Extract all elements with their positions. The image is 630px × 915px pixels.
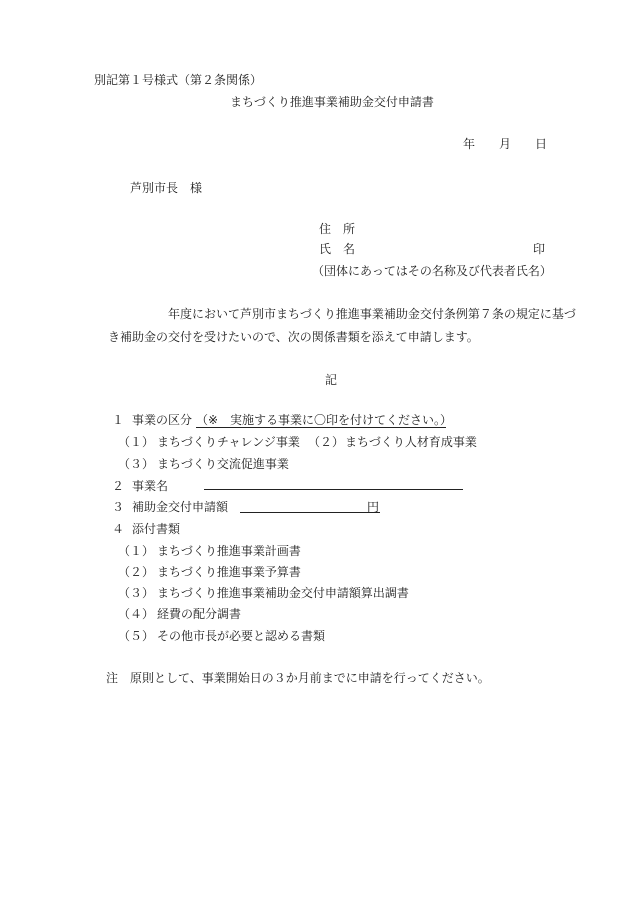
- name-label: 氏 名: [319, 242, 356, 256]
- item-4-number: ４: [112, 522, 125, 536]
- item-2-label: 事業名: [132, 479, 169, 493]
- item-2-number: ２: [112, 479, 125, 493]
- attachment-5-number: （５）: [118, 629, 155, 643]
- category-2-label: まちづくり人材育成事業: [345, 435, 477, 449]
- attachment-2-label: まちづくり推進事業予算書: [157, 565, 301, 579]
- category-1-number: （１）: [118, 435, 155, 449]
- amount-field-line[interactable]: [240, 512, 380, 513]
- footnote: 注 原則として、事業開始日の３か月前までに申請を行ってください。: [106, 671, 490, 685]
- item-3-number: ３: [112, 500, 125, 514]
- addressee: 芦別市長 様: [130, 181, 203, 195]
- category-2-number: （２）: [308, 435, 345, 449]
- item-1-note: （※ 実施する事業に〇印を付けてください。）: [196, 413, 453, 427]
- item-3-label: 補助金交付申請額: [132, 500, 229, 514]
- attachment-3-number: （３）: [118, 586, 155, 600]
- item-1-note-underline: [196, 427, 446, 428]
- address-label: 住 所: [319, 222, 356, 236]
- attachment-2-number: （２）: [118, 565, 155, 579]
- category-3-label: まちづくり交流促進事業: [157, 457, 289, 471]
- document-title: まちづくり推進事業補助金交付申請書: [230, 95, 434, 109]
- attachment-1-label: まちづくり推進事業計画書: [157, 544, 301, 558]
- business-name-field-line[interactable]: [204, 489, 463, 490]
- ki-heading: 記: [325, 373, 338, 387]
- item-4-label: 添付書類: [132, 522, 181, 536]
- attachment-4-number: （４）: [118, 607, 155, 621]
- month-label: 月: [499, 137, 512, 151]
- item-1-label: 事業の区分: [132, 413, 193, 427]
- statement-line-1: 年度において芦別市まちづくり推進事業補助金交付条例第７条の規定に基づ: [168, 307, 576, 321]
- form-reference: 別記第１号様式（第２条関係）: [94, 73, 263, 87]
- statement-line-2: き補助金の交付を受けたいので、次の関係書類を添えて申請します。: [108, 330, 479, 344]
- category-1-label: まちづくりチャレンジ事業: [157, 435, 300, 449]
- yen-unit: 円: [367, 500, 380, 514]
- category-3-number: （３）: [118, 457, 155, 471]
- attachment-1-number: （１）: [118, 544, 155, 558]
- year-label: 年: [463, 137, 476, 151]
- day-label: 日: [535, 137, 548, 151]
- attachment-3-label: まちづくり推進事業補助金交付申請額算出調書: [157, 586, 409, 600]
- item-1-number: １: [112, 413, 125, 427]
- attachment-4-label: 経費の配分調書: [157, 607, 242, 621]
- organization-note: （団体にあってはその名称及び代表者氏名）: [312, 264, 552, 278]
- attachment-5-label: その他市長が必要と認める書類: [157, 629, 326, 643]
- seal-mark: 印: [533, 242, 546, 256]
